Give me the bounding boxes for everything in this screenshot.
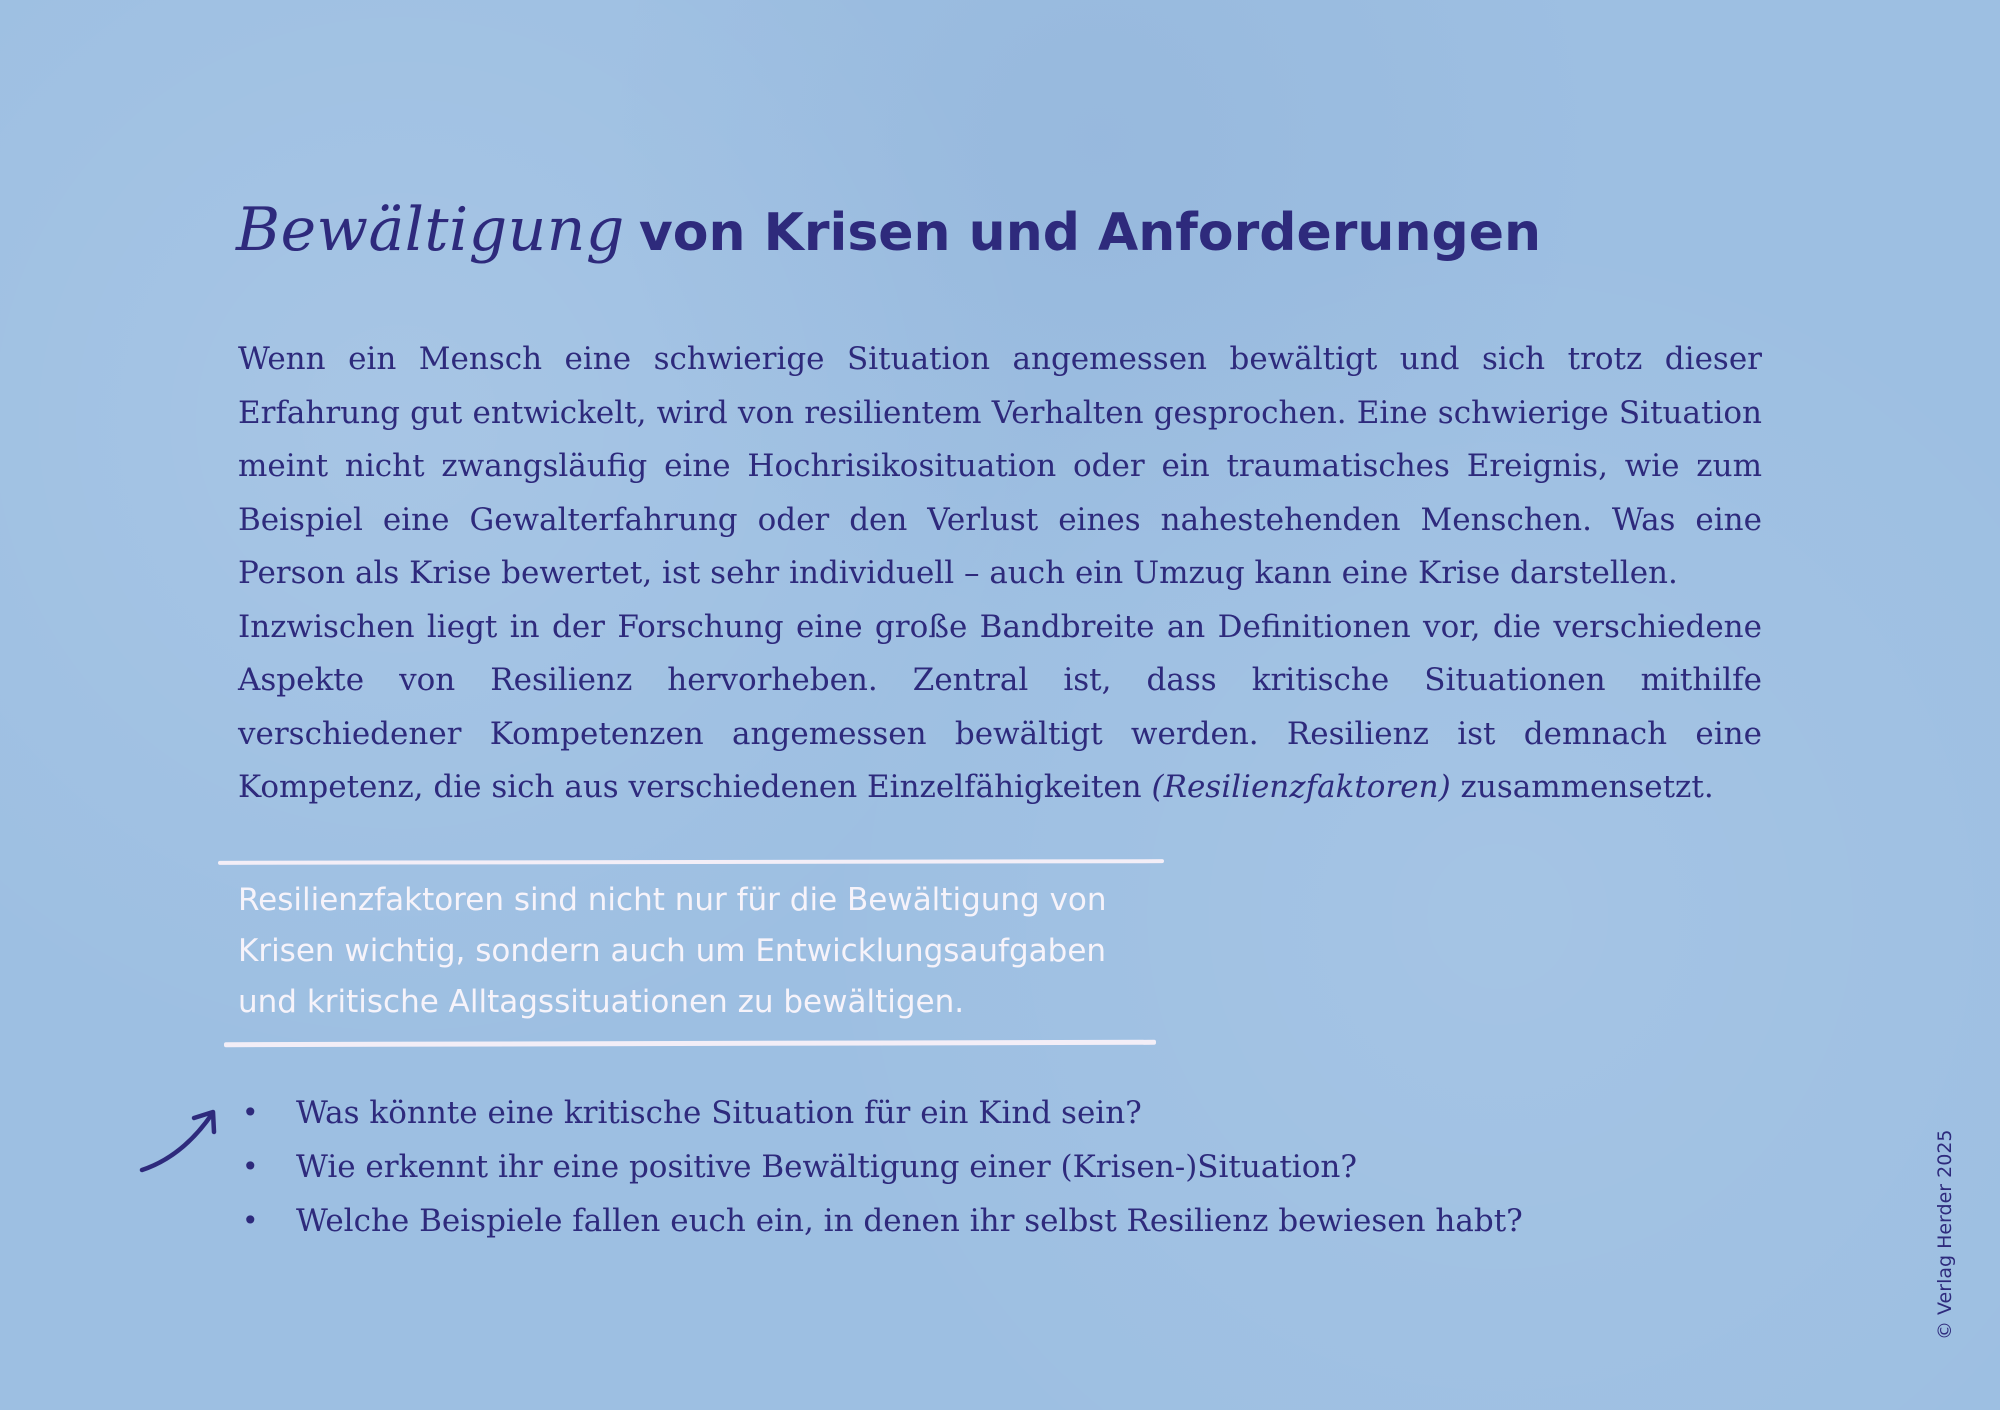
question-item [238,1140,1638,1194]
intro-paragraph-2-end: zusammensetzt. [1450,769,1714,805]
intro-text [238,333,1762,815]
callout-text: Resilienzfaktoren sind nicht nur für die Bewältigung von Krisen wichtig, sondern auch um Entwicklungsaufgaben und kritische Alltagssituationen zu bewältigen. [238,882,1107,1020]
intro-paragraph-2-start: Inzwischen liegt in der Forschung eine große Bandbreite an Definitionen vor, die verschiedene Aspekte von Resilienz hervorheben. Zentral ist, dass kritische Situationen mithilfe verschiedener Kompetenzen angemessen bewältigt werden. Resilienz ist demnach eine Kompetenz, die sich aus verschiedenen Einzelfähigkeiten [238,608,1762,805]
card-title [236,195,1541,265]
intro-paragraph-1: Wenn ein Mensch eine schwierige Situation angemessen bewältigt und sich trotz dieser Erfahrung gut entwickelt, wird von resilientem Verhalten gesprochen. Eine schwierige Situation meint nicht zwangsläufig eine Hochrisikosituation oder ein traumatisches Ereignis, wie zum Beispiel eine Gewalterfahrung oder den Verlust eines nahestehenden Menschen. Was eine Person als Krise bewertet, ist sehr individuell – auch ein Umzug kann eine Krise darstellen. [238,341,1762,591]
resilienzfaktoren-term: (Resilienzfaktoren) [1151,769,1451,805]
callout-top-rule [218,859,1164,865]
curved-arrow-icon [136,1106,226,1176]
question-item [238,1086,1638,1140]
callout-bottom-rule [224,1040,1156,1047]
title-script-word: Bewältigung [236,195,625,265]
bullet-icon: • [242,1150,259,1183]
question-text: Wie erkennt ihr eine positive Bewältigung einer (Krisen-)Situation? [296,1149,1357,1185]
copyright-notice: © Verlag Herder 2025 [1934,1129,1956,1340]
bullet-icon: • [242,1096,259,1129]
bullet-icon: • [242,1204,259,1237]
intro-paragraph-2 [238,601,1762,815]
title-rest: von Krisen und Anforderungen [638,203,1541,263]
question-list [238,1086,1638,1248]
question-text: Welche Beispiele fallen euch ein, in denen ihr selbst Resilienz bewiesen habt? [296,1203,1523,1239]
question-item [238,1194,1638,1248]
question-text: Was könnte eine kritische Situation für ein Kind sein? [296,1095,1142,1131]
